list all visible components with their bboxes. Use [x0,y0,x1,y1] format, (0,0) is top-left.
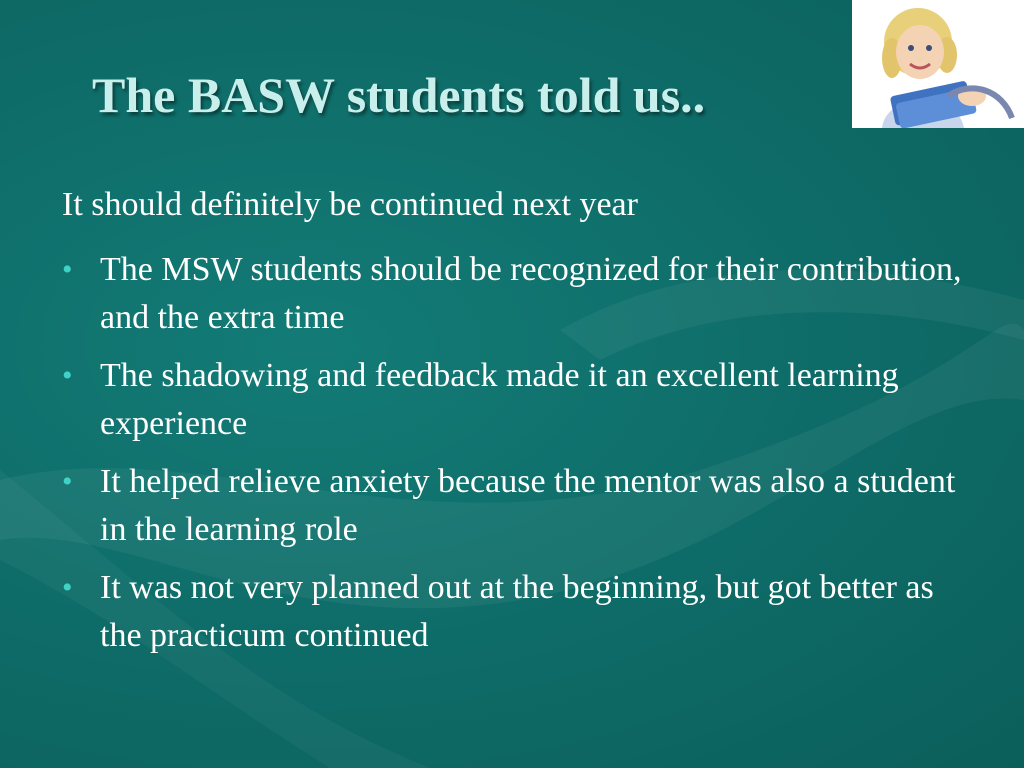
child-photo [852,0,1024,128]
bullet-icon: • [62,571,73,604]
bullet-item [62,564,982,660]
bullet-icon: • [62,465,73,498]
bullet-list [62,246,982,670]
bullet-item [62,458,982,554]
bullet-item [62,352,982,448]
bullet-icon: • [62,253,73,286]
slide-title: The BASW students told us.. [92,67,706,123]
bullet-text: The shadowing and feedback made it an excellent learning experience [100,357,899,442]
intro-text: It should definitely be continued next year [62,186,638,223]
bullet-icon: • [62,359,73,392]
bullet-item [62,246,982,342]
bullet-text: It was not very planned out at the beginning, but got better as the practicum continued [100,569,934,654]
bullet-text: It helped relieve anxiety because the mentor was also a student in the learning role [100,463,956,548]
bullet-text: The MSW students should be recognized for their contribution, and the extra time [100,251,962,336]
